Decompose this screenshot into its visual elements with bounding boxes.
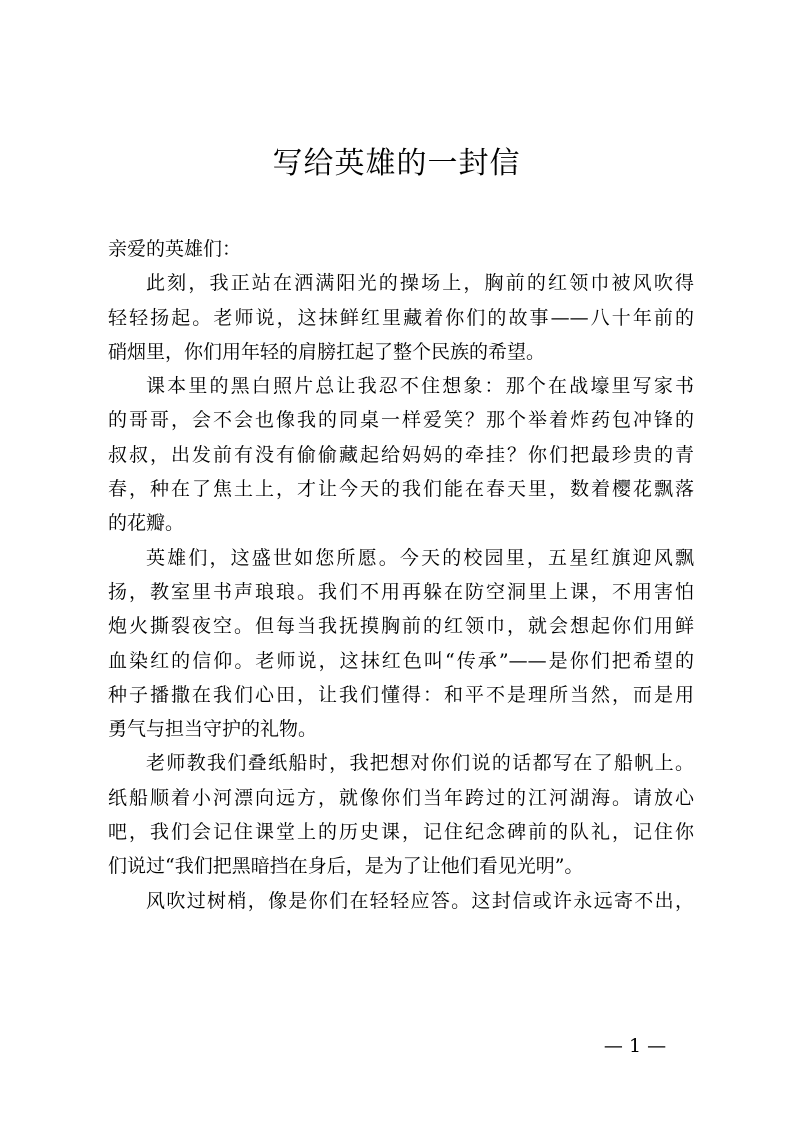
paragraph-line: 轻轻扬起。老师说，这抹鲜红里藏着你们的故事——八十年前的 — [108, 306, 694, 329]
paragraph-line: 吧，我们会记住课堂上的历史课，记住纪念碑前的队礼，记住你 — [108, 821, 694, 844]
paragraph-line: 课本里的黑白照片总让我忍不住想象：那个在战壕里写家书 — [146, 375, 694, 398]
paragraph-line: 纸船顺着小河漂向远方，就像你们当年跨过的江河湖海。请放心 — [108, 786, 694, 809]
letter-body — [108, 232, 694, 918]
paragraph-line: 英雄们，这盛世如您所愿。今天的校园里，五星红旗迎风飘 — [146, 546, 694, 569]
paragraph — [108, 884, 694, 918]
salutation: 亲爱的英雄们： — [108, 238, 242, 260]
paragraph-line: 炮火撕裂夜空。但每当我抚摸胸前的红领巾，就会想起你们用鲜 — [108, 615, 694, 638]
paragraph — [108, 266, 694, 369]
paragraph-line: 的哥哥，会不会也像我的同桌一样爱笑？那个举着炸药包冲锋的 — [108, 409, 694, 432]
paragraph-line: 扬，教室里书声琅琅。我们不用再躲在防空洞里上课，不用害怕 — [108, 580, 694, 603]
paragraph-line: 叔叔，出发前有没有偷偷藏起给妈妈的牵挂？你们把最珍贵的青 — [108, 443, 694, 466]
paragraph-line: 种子播撒在我们心田，让我们懂得：和平不是理所当然，而是用 — [108, 683, 694, 706]
paragraph-line: 此刻，我正站在洒满阳光的操场上，胸前的红领巾被风吹得 — [146, 272, 694, 295]
paragraph — [108, 746, 694, 883]
paragraph-line: 勇气与担当守护的礼物。 — [108, 718, 318, 741]
paragraph-line: 血染红的信仰。老师说，这抹红色叫“传承”——是你们把希望的 — [108, 649, 694, 672]
paragraph-line: 的花瓣。 — [108, 512, 185, 535]
document-title: 写给英雄的一封信 — [272, 146, 521, 181]
paragraph-line: 风吹过树梢，像是你们在轻轻应答。这封信或许永远寄不出， — [146, 889, 694, 912]
paragraph-line: 硝烟里，你们用年轻的肩膀扛起了整个民族的希望。 — [108, 340, 546, 363]
paragraph-line: 春，种在了焦土上，才让今天的我们能在春天里，数着樱花飘落 — [108, 478, 694, 501]
paragraph — [108, 369, 694, 540]
paragraph — [108, 541, 694, 747]
paragraph-line: 们说过“我们把黑暗挡在身后，是为了让他们看见光明”。 — [108, 855, 584, 878]
page-number: — 1 — — [603, 1035, 667, 1057]
paragraph-line: 老师教我们叠纸船时，我把想对你们说的话都写在了船帆上。 — [146, 752, 694, 775]
